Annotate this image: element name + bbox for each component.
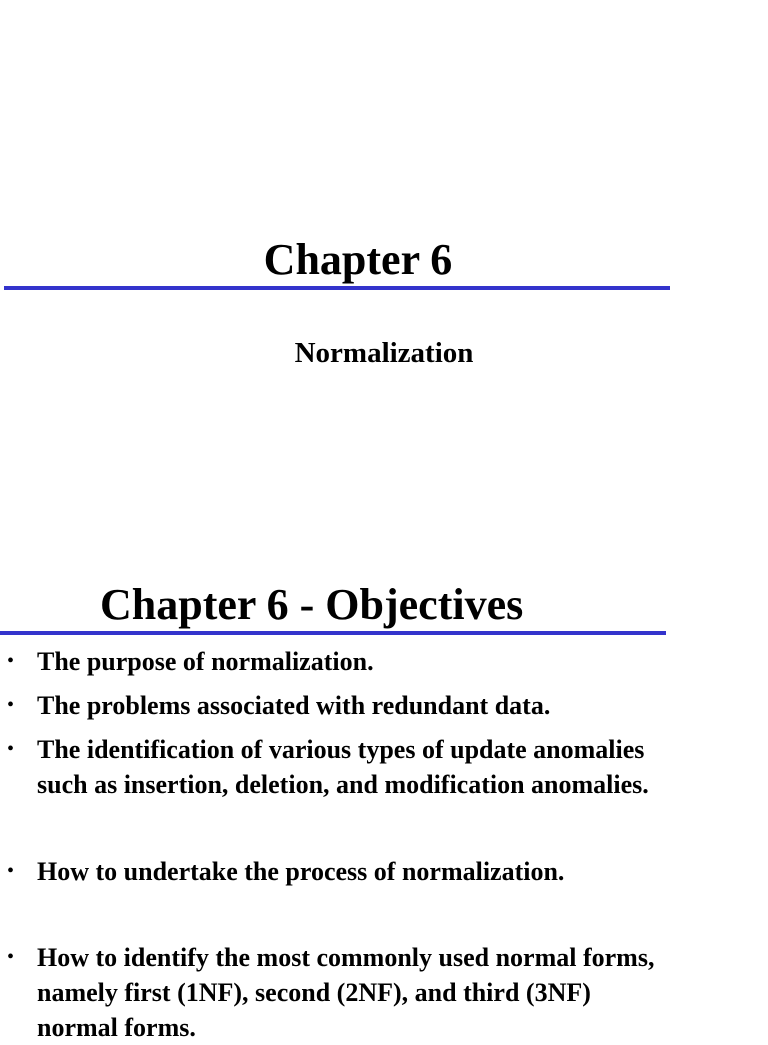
bullet-icon: • [7,946,15,968]
slide-subtitle: Normalization [294,337,474,369]
slide-title: Chapter 6 [263,235,453,284]
objective-text: How to undertake the process of normalization. [37,857,565,886]
objective-text: The identification of various types of update anomalies such as insertion, deletion, and modification anomalies. [37,735,649,799]
objectives-title: Chapter 6 - Objectives [100,580,524,629]
objective-text: The purpose of normalization. [37,647,374,676]
objective-text: How to identify the most commonly used normal forms, namely first (1NF), second (2NF), and third (3NF) normal forms. [37,943,655,1042]
bullet-icon: • [7,738,15,760]
bullet-icon: • [7,694,15,716]
objectives-title-underline [0,631,666,635]
objective-text: The problems associated with redundant data. [37,691,551,720]
bullet-icon: • [7,650,15,672]
bullet-icon: • [7,860,15,882]
title-underline [4,286,670,290]
